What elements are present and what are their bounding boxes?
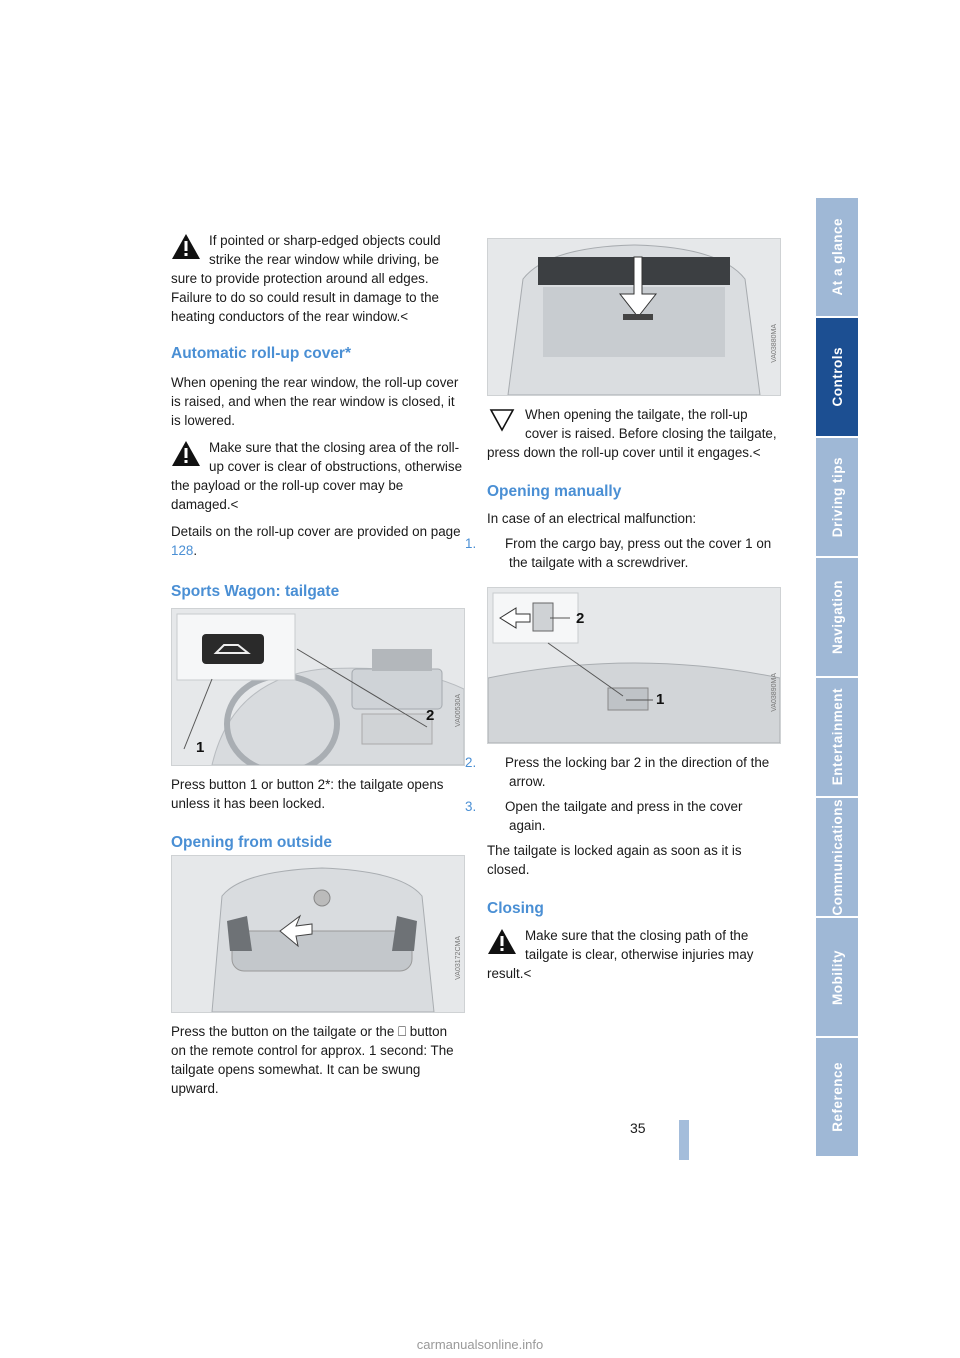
tailgate-illustration (172, 856, 464, 1012)
tab-communications[interactable] (816, 798, 858, 916)
image-code: VA03880MA (771, 324, 778, 363)
heading-opening-manually: Opening manually (487, 483, 622, 500)
details-paragraph: Details on the roll-up cover are provided on page 128. (171, 524, 461, 558)
left-column-lower (171, 775, 463, 852)
step-3: 3. Open the tailgate and press in the cover again. (465, 799, 743, 833)
outside-paragraph: Press the button on the tailgate or the ⎕ button on the remote control for approx. 1 second: The tailgate opens somewhat. It can be swung upward. (171, 1024, 454, 1096)
step-1: 1. From the cargo bay, press out the cover 1 on the tailgate with a screwdriver. (465, 536, 772, 570)
cargo-bay-image (487, 238, 781, 396)
tailgate-exterior-image (171, 855, 465, 1013)
cargo-illustration (488, 239, 780, 395)
callout-2: 2 (426, 707, 435, 724)
dashboard-illustration (172, 609, 464, 765)
dashboard-image (171, 608, 465, 766)
tab-label: Entertainment (829, 688, 845, 786)
tab-at-a-glance[interactable] (816, 198, 858, 316)
callout-2: 2 (576, 610, 585, 627)
warning-icon (487, 928, 517, 955)
rollup-note: When opening the tailgate, the roll-up cover is raised. Before closing the tailgate, press down the roll-up cover until it engages.< (487, 407, 777, 460)
heading-closing: Closing (487, 900, 544, 917)
page-marker-bar (679, 1120, 689, 1160)
warning-icon (171, 233, 201, 260)
tailgate-cover-image (487, 587, 781, 744)
footer-watermark: carmanualsonline.info (416, 1337, 544, 1352)
warning-rollup-area: Make sure that the closing area of the roll-up cover is clear of obstructions, otherwise the payload or the roll-up cover may be damaged.< (171, 440, 463, 512)
right-column (465, 405, 779, 572)
tab-controls[interactable] (816, 318, 858, 436)
right-column-lower (465, 753, 779, 983)
heading-opening-outside: Opening from outside (171, 834, 333, 851)
tab-driving-tips[interactable] (816, 438, 858, 556)
page-link[interactable]: 128 (171, 543, 194, 558)
left-column (171, 231, 463, 638)
tab-mobility[interactable] (816, 918, 858, 1036)
tab-label: Mobility (829, 949, 845, 1005)
callout-1: 1 (196, 739, 205, 756)
warning-icon (171, 440, 201, 467)
step-2: 2. Press the locking bar 2 in the direction of the arrow. (465, 755, 770, 789)
warning-rear-window: If pointed or sharp-edged objects could strike the rear window while driving, be sure to provide protection around all edges. Failure to do so could result in damage to the heating conductors of the rear window.< (171, 233, 441, 324)
callout-1: 1 (656, 691, 665, 708)
manual-paragraph: In case of an electrical malfunction: (487, 511, 697, 526)
note-triangle-icon (487, 407, 517, 434)
tab-entertainment[interactable] (816, 678, 858, 796)
page-number: 35 (630, 1120, 646, 1136)
heading-rollup-cover: Automatic roll-up cover* (171, 345, 351, 362)
tab-label: Driving tips (829, 456, 845, 538)
tab-label: Reference (829, 1062, 845, 1132)
locked-paragraph: The tailgate is locked again as soon as it is closed. (487, 843, 742, 877)
tab-label: Navigation (829, 579, 845, 654)
tab-label: Controls (829, 347, 845, 407)
left-column-bottom (171, 1022, 463, 1098)
press-button-paragraph: Press button 1 or button 2*: the tailgate opens unless it has been locked. (171, 777, 444, 811)
tab-label: Communications (829, 798, 845, 916)
cover-illustration (488, 588, 780, 743)
tab-navigation[interactable] (816, 558, 858, 676)
tab-reference[interactable] (816, 1038, 858, 1156)
heading-tailgate: Sports Wagon: tailgate (171, 583, 340, 600)
image-code: VA03172CMA (455, 936, 462, 980)
image-code: VA00530A (455, 694, 462, 727)
image-code: VA03890MA (771, 673, 778, 712)
warning-closing: Make sure that the closing path of the tailgate is clear, otherwise injuries may result.< (487, 928, 754, 981)
rollup-paragraph: When opening the rear window, the roll-up cover is raised, and when the rear window is closed, it is lowered. (171, 375, 459, 428)
tab-label: At a glance (829, 218, 845, 296)
